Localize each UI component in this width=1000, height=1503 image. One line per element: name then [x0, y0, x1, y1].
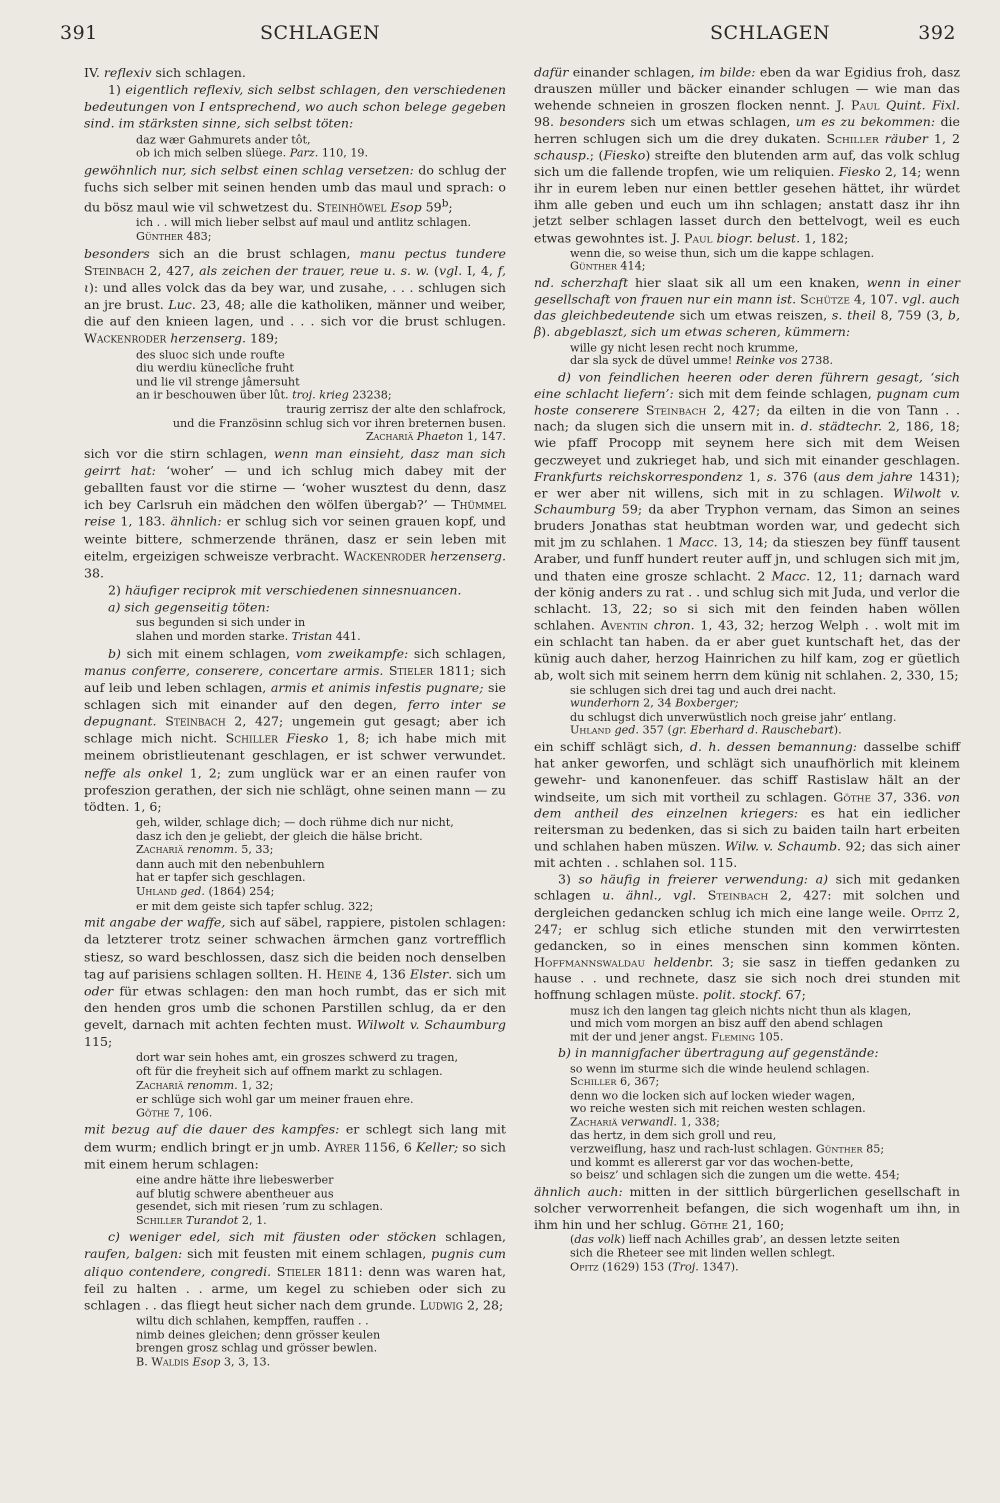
quotation: sie schlugen sich drei tag und auch drei nacht. wunderhorn 2, 34 Boxberger; [570, 684, 837, 710]
quotation: musz ich den langen tag gleich nichts nicht thun als klagen, und mich vom morgen an bisz auff den abend schlagen mit der und jener angst. Fleming 105. [570, 1004, 912, 1044]
quotation: eine andre hätte ihre liebeswerber auf blutig schwere abentheuer aus gesendet, sich mit riesen ’rum zu schlagen. Schiller Turandot 2, 1. [136, 1173, 383, 1227]
quotation: traurig zerrisz der alte den schlafrock, und die Französinn schlug sich vor ihren breternen busen. Zachariä Phaeton 1, 147. [172, 403, 506, 444]
entry-paragraph: besonders sich an die brust schlagen, manu pectus tundere Steinbach 2, 427, als zeichen der trauer, reue u. s. w. (vgl. I, 4, f, ι): und alles volck das da bey war, und zusahe, . . . schlugen sich an jre brust. Luc. 23, 48; alle die katholiken, männer und weiber, die auf den knieen lagen, und . . . sich vor die brust schlugen. Wackenroder herzenserg. 189; [84, 245, 506, 347]
quotation: des sluoc sich unde roufte diu werdiu küneclîche fruht und lie vil strenge jâmersuht an ir beschouwen über lût. troj. krieg 23238; [136, 348, 392, 402]
quotation: wiltu dich schlahen, kempffen, rauffen . . nimb deines gleichen; denn grösser keulen brengen grosz schlag und grösser bewlen. B. Waldis Esop 3, 3, 13. [136, 1314, 381, 1369]
page-header [60, 22, 956, 52]
subsection-heading: b) in mannigfacher übertragung auf gegenstände: [558, 1045, 879, 1061]
entry-paragraph: 1) eigentlich reflexiv, sich selbst schlagen, den verschiedenen bedeutungen von I entsprechend, wo auch schon belege gegeben sind. im stärksten sinne, sich selbst töten: [84, 82, 506, 132]
left-column [84, 64, 506, 1376]
entry-paragraph: 3) so häufig in freierer verwendung: a) sich mit gedanken schlagen u. ähnl., vgl. Steinbach 2, 427: mit solchen und dergleichen gedancken schlug ich mich eine lange weile. Opitz 2, 247; er schlug sich etliche stunden mit den verwirrtesten gedancken, so in eines menschen sinn kommen könten. Hoffmannswaldau heldenbr. 3; sie sasz in tieffen gedanken zu hause . . und rechnete, dasz sie sich noch drei stunden mit hoffnung schlagen müste. polit. stockf. 67; [534, 872, 960, 1003]
section-heading: IV. reflexiv sich schlagen. [84, 64, 246, 80]
right-running-title: SCHLAGEN [710, 22, 831, 44]
entry-paragraph: dafür einander schlagen, im bilde: eben da war Egidius froh, dasz drauszen müller und bäcker einander schlugen — wie man das wehende schneien in groszen flocken nennt. J. Paul Quint. Fixl. 98. besonders sich um etwas schlagen, um es zu bekommen: die herren schlugen sich um die drey dukaten. Schiller räuber 1, 2 schausp.; (Fiesko) streifte den blutenden arm auf, das volk schlug sich um die fallende tropfen, wie um reliquien. Fiesko 2, 14; wenn ihr in eurem leben nur einen bettler gesehen hättet, ihr würdet ihm alle geben und euch um ihn schlagen; anstatt dasz ihr ihn jetzt selber schlagen lasset durch den bettelvogt, weil es euch etwas gewohntes ist. J. Paul biogr. belust. 1, 182; [534, 64, 961, 245]
quotation: geh, wilder, schlage dich; — doch rühme dich nur nicht, dasz ich den je geliebt, der gleich die hälse bricht. Zachariä renomm. 5, 33; [136, 816, 454, 857]
entry-paragraph: d) von feindlichen heeren oder deren führern gesagt, ‘sich eine schlacht liefern’: sich mit dem feinde schlagen, pugnam cum hoste conserere Steinbach 2, 427; da eilten in die von Tann . . nach; da slugen sich die unsern mit in. d. städtechr. 2, 186, 18; wie pfaff Procopp mit seynem here sich mit dem Weisen geczweyet und zukrieget hab, und sich mit einander geschlagen. Frankfurts reichskorrespondenz 1, s. 376 (aus dem jahre 1431); er wer aber nit willens, sich mit in zu schlagen. Wilwolt v. Schaumburg 59; da aber Tryphon vernam, das Simon an seines bruders Jonathas stat heubtman worden war, und gedecht sich mit jm zu schlahen. 1 Macc. 13, 14; da stieszen bey fünff tausent Araber, und funff hundert reuter auff jn, und schlugen sich mit jm, und thaten eine grosze schlacht. 2 Macc. 12, 11; darnach ward der könig anders zu rat . . und schlug sich mit Juda, und verlor die schlacht. 13, 22; so si sich mit den feinden haben wöllen schlahen. Aventin chron. 1, 43, 32; herzog Welph . . wolt mit im ein schlacht tan haben. da er aber guet kuntschaft het, das der künig auch daher, herzog Hainrichen zu hilf kam, zog er güetlich ab, wolt sich mit seinem herrn dem künig nit schlahen. 2, 330, 15; [534, 369, 960, 683]
right-page-number: 392 [918, 22, 956, 44]
left-page-number: 391 [60, 22, 98, 44]
entry-paragraph: gewöhnlich nur, sich selbst einen schlag versetzen: do schlug der fuchs sich selber mit seinen henden umb das maul und sprach: o du bösz maul wie vil schwetzest du. Steinhöwel Esop 59$^b$; [84, 162, 506, 215]
entry-paragraph: c) weniger edel, sich mit fäusten oder stöcken schlagen, raufen, balgen: sich mit feusten mit einem schlagen, pugnis cum aliquo contendere, congredi. Stieler 1811: denn was waren hat, feil zu halten . . arme, um kegel zu schieben oder sich zu schlagen . . das fliegt heut sicher nach dem grunde. Ludwig 2, 28; [84, 1229, 507, 1313]
subsection-heading: 2) häufiger reciprok mit verschiedenen sinnesnuancen. [108, 582, 462, 598]
entry-paragraph: b) sich mit einem schlagen, vom zweikampfe: sich schlagen, manus conferre, conserere, concertare armis. Stieler 1811; sich auf leib und leben schlagen, armis et animis infestis pugnare; sie schlagen sich mit einander auf den degen, ferro inter se depugnant. Steinbach 2, 427; ungemein gut gesagt; aber ich schlage mich nicht. Schiller Fiesko 1, 8; ich habe mich mit meinem obristlieutenant geschlagen, er ist schwer verwundet. neffe als onkel 1, 2; zum unglück war er an einen raufer von profeszion gerathen, der sich nie schlägt, ohne seinen mann — zu tödten. 1, 6; [84, 645, 506, 815]
entry-paragraph: nd. scherzhaft hier slaat sik all um een knaken, wenn in einer gesellschaft von frauen nur ein mann ist. Schütze 4, 107. vgl. auch das gleichbedeutende sich um etwas reiszen, s. theil 8, 759 (3, b, β). abgeblaszt, sich um etwas scheren, kümmern: [534, 275, 960, 340]
quotation: er mit dem geiste sich tapfer schlug. 322; [136, 899, 374, 913]
quotation: du schlugst dich unverwüstlich noch greise jahr’ entlang. Uhland ged. 357 (gr. Eberhard d. Rauschebart). [570, 711, 897, 738]
entry-paragraph: sich vor die stirn schlagen, wenn man einsieht, dasz man sich geirrt hat: ‘woher’ — und ich schlug mich dabey mit der geballten faust vor die stirne — ‘woher wusztest du denn, dasz ich bey Carlsruh ein mädchen den wölfen übergab?’ — Thümmel reise 1, 183. ähnlich: er schlug sich vor seinen grauen kopf, und weinte bittere, schmerzende thränen, dasz er sein leben mit eitelm, ergeizigen schweisze verbracht. Wackenroder herzenserg. 38. [84, 445, 506, 581]
quotation: dann auch mit den nebenbuhlern hat er tapfer sich geschlagen. Uhland ged. (1864) 254; [136, 857, 325, 898]
quotation: daz wær Gahmurets ander tôt, ob ich mich selben slüege. Parz. 110, 19. [136, 133, 369, 160]
quotation: so wenn im sturme sich die winde heulend schlagen. Schiller 6, 367; [570, 1062, 870, 1088]
quotation: wille gy nicht lesen recht noch krumme, dar sla syck de düvel umme! Reinke vos 2738. [570, 341, 834, 368]
quotation: dort war sein hohes amt, ein groszes schwerd zu tragen, oft für die freyheit sich auf offnem markt zu schlagen. Zachariä renomm. 1, 32; [136, 1051, 459, 1092]
left-running-title: SCHLAGEN [260, 22, 381, 44]
quotation: ich . . will mich lieber selbst auf maul und antlitz schlagen. Günther 483; [136, 216, 472, 244]
quotation: er schlüge sich wohl gar um meiner frauen ehre. Göthe 7, 106. [136, 1093, 414, 1120]
quotation: wenn die, so weise thun, sich um die kappe schlagen. Günther 414; [570, 247, 875, 273]
subsection-heading: a) sich gegenseitig töten: [108, 599, 270, 615]
entry-paragraph: ähnlich auch: mitten in der sittlich bürgerlichen gesellschaft in solcher verworrenheit befangen, die sich wogenhaft um ihn, in ihm hin und her schlug. Göthe 21, 160; [534, 1184, 960, 1232]
quotation: sus begunden si sich under in slahen und morden starke. Tristan 441. [136, 616, 361, 643]
entry-paragraph: ein schiff schlägt sich, d. h. dessen bemannung: dasselbe schiff hat anker geworfen, und schlägt sich unaufhörlich mit kleinem gewehr- und kanonenfeuer. das schiff Rastislaw hält an der windseite, um sich mit vortheil zu schlagen. Göthe 37, 336. von dem antheil des einzelnen kriegers: es hat ein iedlicher reitersman zu bedenken, das si sich zu baiden tailn hart erbeiten und schlahen haben müszen. Wilw. v. Schaumb. 92; das sich ainer mit achten . . schlahen sol. 115. [534, 739, 960, 870]
quotation: das hertz, in dem sich groll und reu, verzweiflung, hasz und rach-lust schlagen. Günther 85; und kommt es allererst gar vor das wochen-bette, so beisz’ und schlagen sich die zungen um die wette. 454; [570, 1129, 900, 1182]
right-column [534, 64, 960, 1318]
quotation: denn wo die locken sich auf locken wieder wagen, wo reiche westen sich mit reichen westen schlagen. Zachariä verwandl. 1, 338; [570, 1089, 866, 1129]
quotation: (das volk) lieff nach Achilles grab’, an dessen letzte seiten sich die Rheteer see mit linden wellen schlegt. Opitz (1629) 153 (Troj. 1347). [570, 1233, 900, 1273]
entry-paragraph: mit angabe der waffe, sich auf säbel, rappiere, pistolen schlagen: da letzterer trotz seiner schwachen ärmchen ganz vortrefflich stiesz, so ward beschlossen, dasz sich die beiden noch denselben tag auf parisiens schlagen sollten. H. Heine 4, 136 Elster. sich um oder für etwas schlagen: den man hoch rumbt, das er sich mit den henden gros umb die schonen Parstillen schlug, da er den gevelt, darnach mit achten fechten must. Wilwolt v. Schaumburg 115; [84, 914, 506, 1050]
entry-paragraph: mit bezug auf die dauer des kampfes: er schlegt sich lang mit dem wurm; endlich bringt er jn umb. Ayrer 1156, 6 Keller; so sich mit einem herum schlagen: [84, 1122, 507, 1172]
